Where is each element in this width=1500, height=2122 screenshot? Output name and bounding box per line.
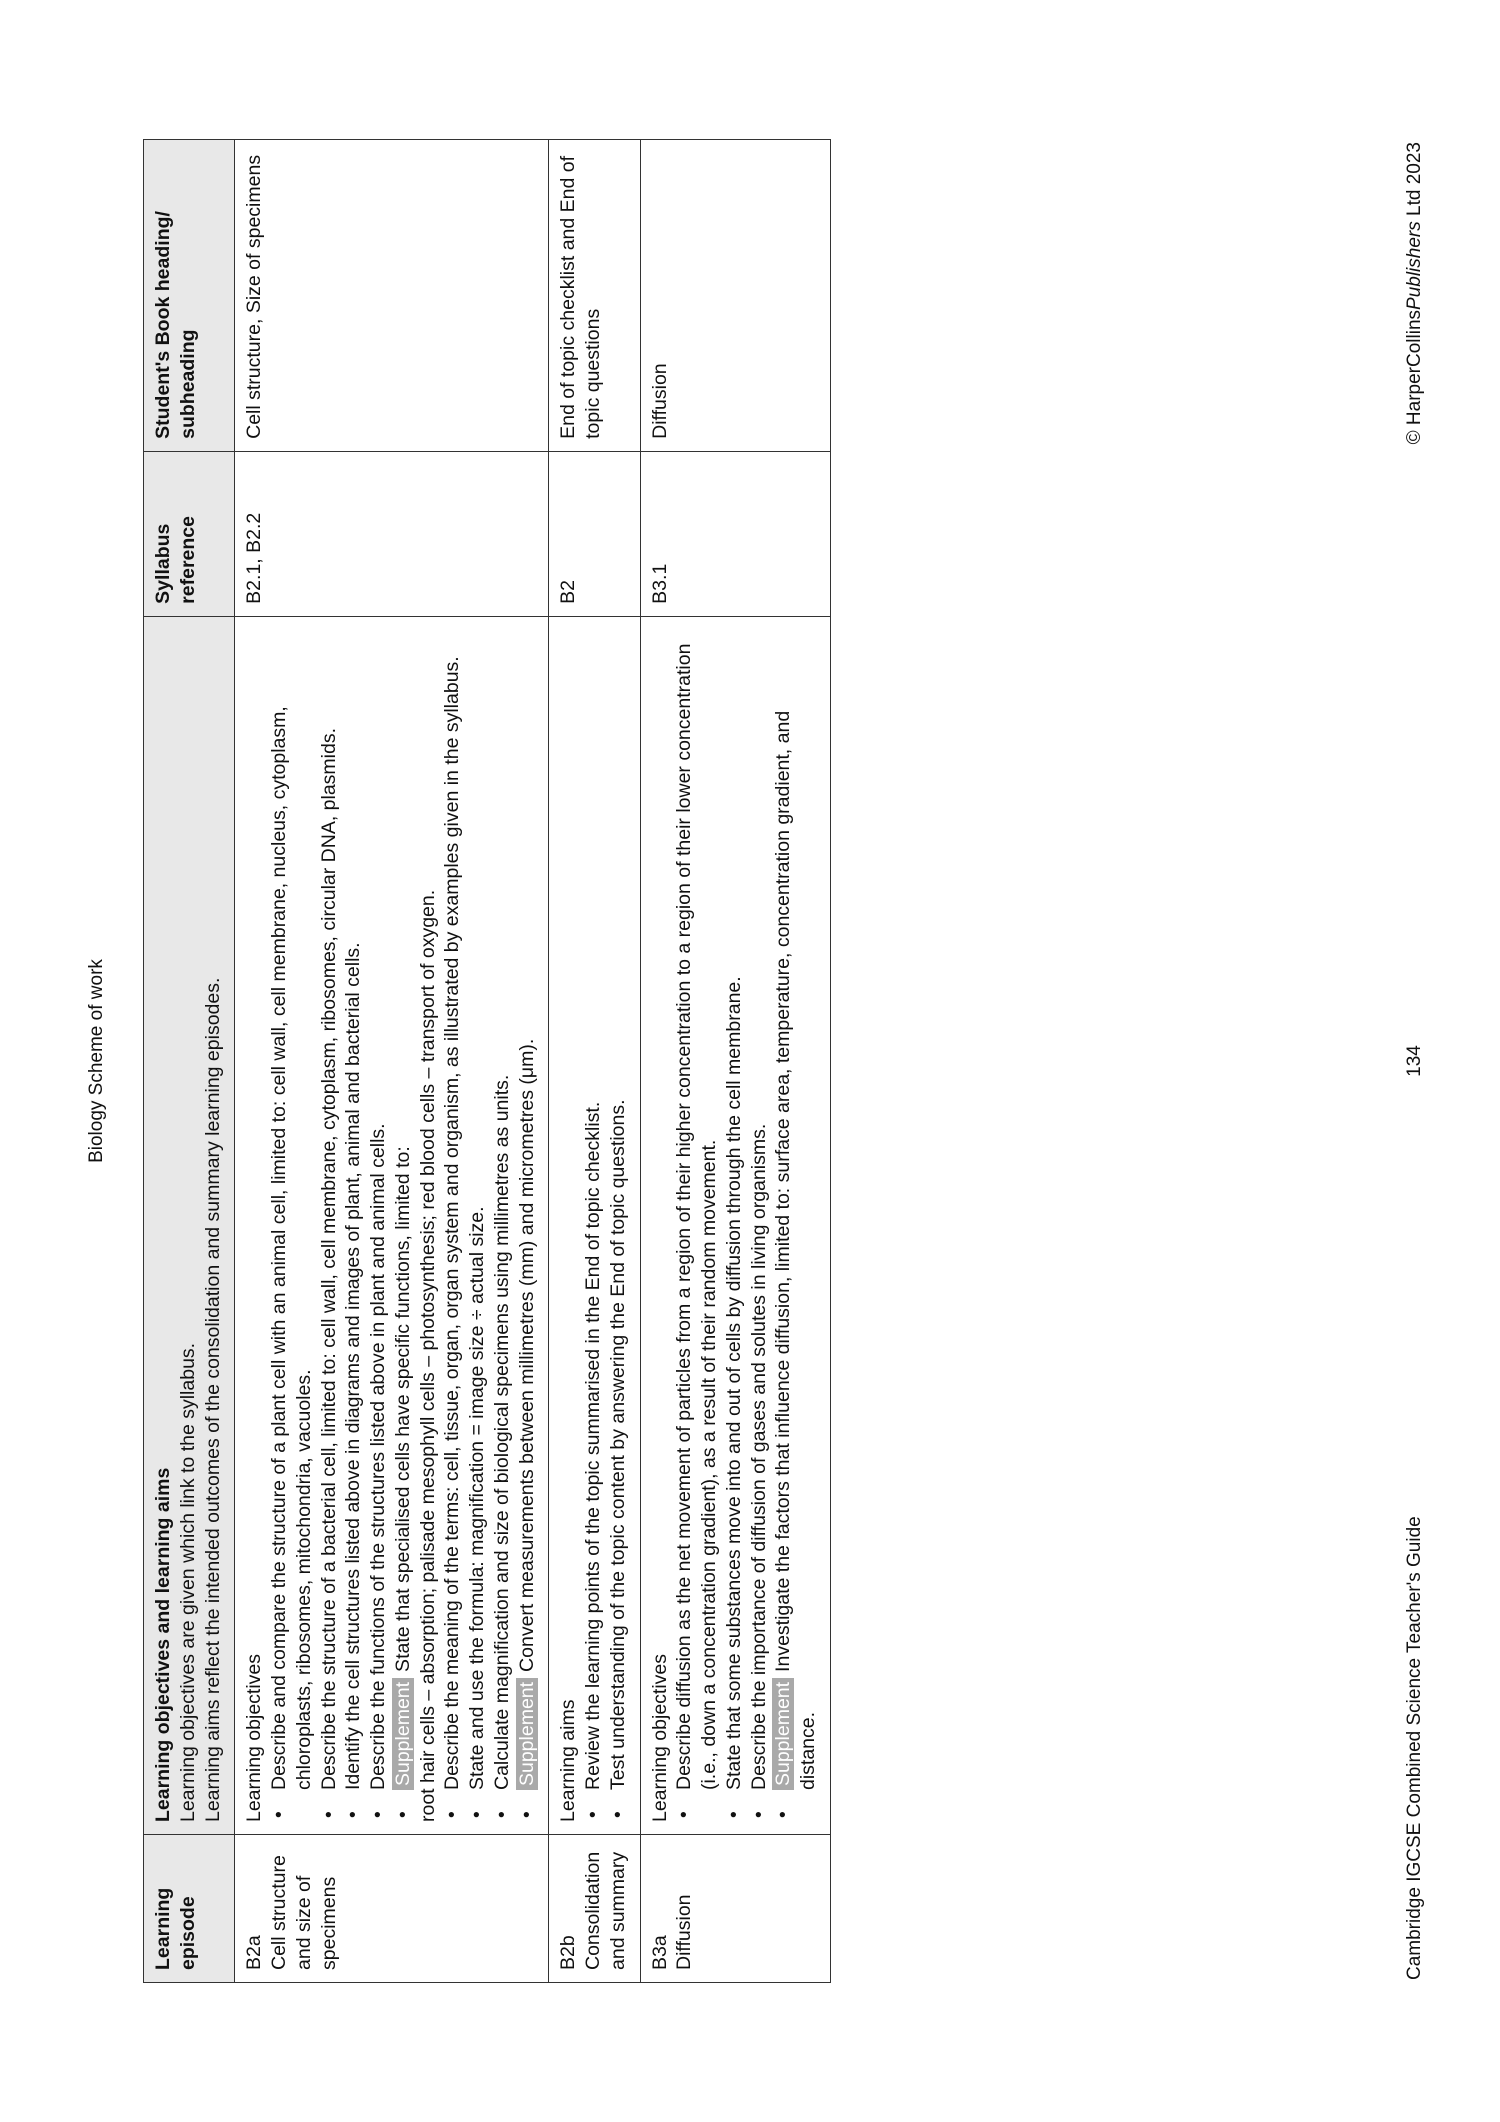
list-item: • State and use the formula: magnification = image size ÷ actual size. [465, 629, 490, 1822]
episode-title: Cell structure and size of specimens [268, 1855, 340, 1970]
section-label: Learning objectives [243, 1653, 266, 1823]
episode-title: Diffusion [673, 1894, 696, 1970]
table-row [640, 140, 830, 1983]
table-header-row [144, 140, 235, 1983]
list-item: • SupplementInvestigate the factors that influence diffusion, limited to: surface area, temperature, concentration gradient, and distance. [771, 629, 821, 1822]
list-item: • Calculate magnification and size of biological specimens using millimetres as units. [490, 629, 515, 1822]
page-header: Biology Scheme of work [86, 959, 107, 1163]
header-objectives-note-1: Learning objectives are given which link to the syllabus. [176, 1342, 199, 1823]
list-item: • Describe the functions of the structures listed above in plant and animal cells. [366, 629, 391, 1822]
book-cell: Cell structure, Size of specimens [235, 140, 549, 452]
header-objectives-title: Learning objectives and learning aims [152, 1467, 174, 1823]
list-item: • Test understanding of the topic content by answering the End of topic questions. [606, 629, 631, 1822]
list-item: • State that some substances move into and out of cells by diffusion through the cell membrane. [722, 629, 747, 1822]
copyright-notice: © HarperCollinsPublishers Ltd 2023 [1404, 142, 1425, 445]
syllabus-cell: B2 [549, 451, 640, 616]
book-cell: End of topic checklist and End of topic questions [549, 140, 640, 452]
continuation-text: root hair cells – absorption; palisade mesophyll cells – photosynthesis; red blood cells – transport of oxygen. [416, 889, 439, 1823]
scheme-of-work-table [143, 139, 831, 1983]
list-item: • Identify the cell structures listed above in diagrams and images of plant, animal and bacterial cells. [341, 629, 366, 1822]
list-item: • Describe diffusion as the net movement of particles from a region of their higher concentration to a region of their lower concentration (i.e., down a concentration gradient), as a result of their random movement. [672, 629, 722, 1822]
list-item: • SupplementState that specialised cells have specific functions, limited to: [391, 629, 416, 1822]
table-row [549, 140, 640, 1983]
list-item: • Describe and compare the structure of a plant cell with an animal cell, limited to: cell wall, cell membrane, nucleus, cytoplasm, chloroplasts, ribosomes, mitochondria, vacuoles. [267, 629, 317, 1822]
episode-code: B3a [648, 1935, 671, 1970]
header-objectives-note-2: Learning aims reflect the intended outcomes of the consolidation and summary learning episodes. [201, 977, 224, 1823]
episode-cell [640, 1835, 830, 1983]
objectives-cell [640, 616, 830, 1834]
table-row [235, 140, 549, 1983]
episode-cell [235, 1835, 549, 1983]
episode-code: B2a [243, 1935, 266, 1970]
supplement-badge: Supplement [516, 1678, 538, 1790]
objectives-cell [549, 616, 640, 1834]
list-item: • Describe the importance of diffusion of gases and solutes in living organisms. [747, 629, 772, 1822]
footer-book-title: Cambridge IGCSE Combined Science Teacher's Guide [1404, 1516, 1425, 1980]
header-syllabus-reference: Syllabus reference [144, 451, 235, 616]
header-learning-episode: Learning episode [144, 1835, 235, 1983]
list-item: • Describe the structure of a bacterial cell, limited to: cell wall, cell membrane, cytoplasm, ribosomes, circular DNA, plasmids. [317, 629, 342, 1822]
supplement-badge: Supplement [772, 1678, 794, 1790]
book-cell: Diffusion [640, 140, 830, 452]
list-item: • SupplementConvert measurements between millimetres (mm) and micrometres (μm). [515, 629, 540, 1822]
header-learning-objectives [144, 616, 235, 1834]
list-item: • Review the learning points of the topic summarised in the End of topic checklist. [581, 629, 606, 1822]
list-item: • Describe the meaning of the terms: cell, tissue, organ, organ system and organism, as illustrated by examples given in the syllabus. [440, 629, 465, 1822]
syllabus-cell: B2.1, B2.2 [235, 451, 549, 616]
syllabus-cell: B3.1 [640, 451, 830, 616]
page-number: 134 [1404, 1045, 1425, 1077]
section-label: Learning objectives [648, 1653, 671, 1823]
episode-code: B2b [557, 1935, 580, 1970]
supplement-badge: Supplement [392, 1678, 414, 1790]
section-label: Learning aims [557, 1699, 580, 1823]
episode-title: Consolidation and summary [582, 1851, 629, 1970]
objectives-cell [235, 616, 549, 1834]
header-students-book: Student's Book heading/ subheading [144, 140, 235, 452]
episode-cell [549, 1835, 640, 1983]
